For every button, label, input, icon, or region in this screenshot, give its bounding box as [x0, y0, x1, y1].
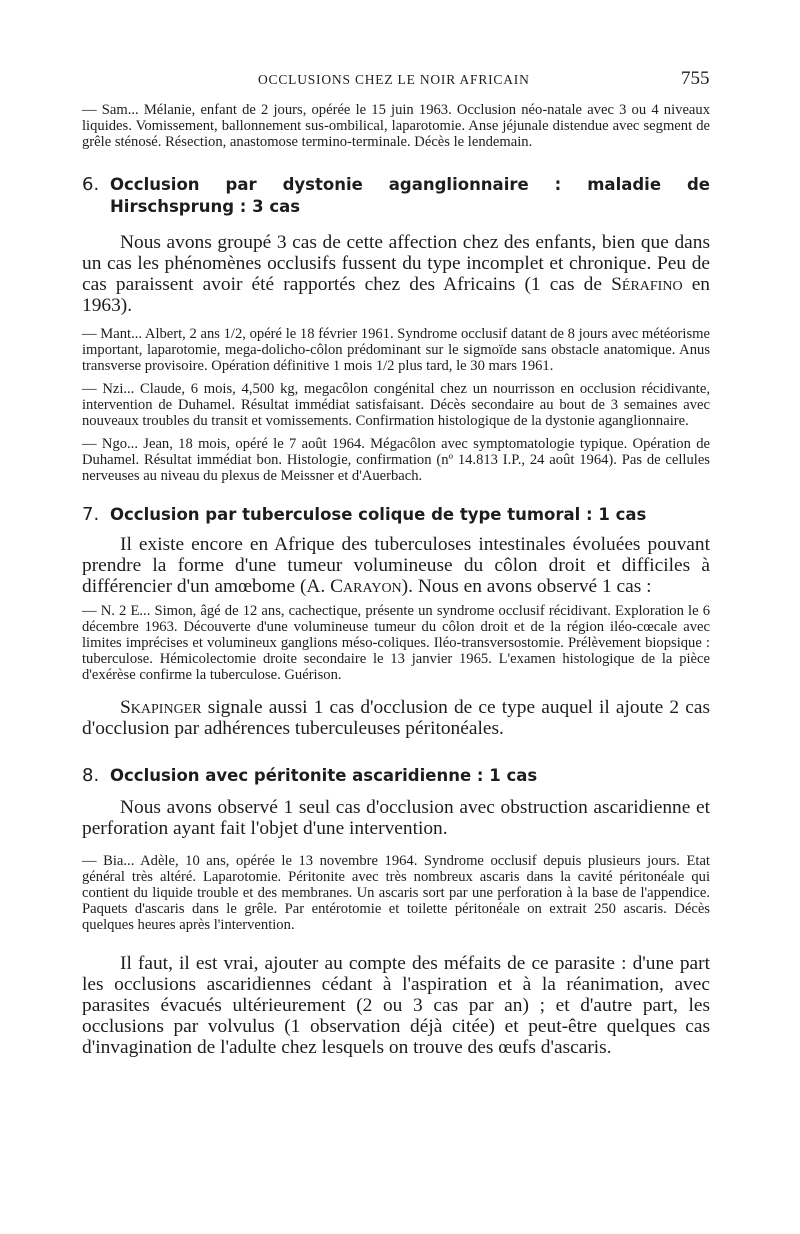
- cited-author: Carayon: [330, 576, 402, 597]
- paragraph-text: ). Nous en avons observé 1 cas :: [401, 576, 652, 597]
- paragraph-text: Il existe encore en Afrique des tuberculoses intestinales évoluées pouvant prendre la forme d'une tumeur volumineuse du côlon droit et difficiles à différencier d'un amœbome (A.: [82, 534, 710, 597]
- running-head: [0, 68, 800, 94]
- paragraph-text: signale aussi 1 cas d'occlusion de ce type auquel il ajoute 2 cas d'occlusion par adhérences tuberculeuses péritonéales.: [82, 697, 710, 739]
- case-report-sam: — Sam... Mélanie, enfant de 2 jours, opérée le 15 juin 1963. Occlusion néo-natale avec 3 ou 4 niveaux liquides. Vomissement, ballonnement sus-ombilical, laparotomie. Anse jéjunale distendue avec segment de grêle sténosé. Résection, anastomose termino-terminale. Décès le lendemain.: [82, 102, 710, 150]
- case-report-mant: — Mant... Albert, 2 ans 1/2, opéré le 18 février 1961. Syndrome occlusif datant de 8 jours avec météorisme important, laparotomie, mega-dolicho-côlon prédominant sur le sigmoïde sans obstacle anatomique. Anus transverse provisoire. Opération définitive 1 mois 1/2 plus tard, le 30 mars 1961.: [82, 326, 710, 374]
- section-title: Occlusion avec péritonite ascaridienne : 1 cas: [110, 766, 538, 785]
- section-title: Occlusion par dystonie aganglionnaire : maladie de Hirschsprung : 3 cas: [110, 175, 710, 216]
- running-title: OCCLUSIONS CHEZ LE NOIR AFRICAIN: [258, 72, 530, 87]
- case-report-ngo: — Ngo... Jean, 18 mois, opéré le 7 août 1964. Mégacôlon avec symptomatologie typique. Opération de Duhamel. Résultat immédiat bon. Histologie, confirmation (nº 14.813 I.P., 24 août 1964). Pas de cellules nerveuses au niveau du plexus de Meissner et d'Auerbach.: [82, 436, 710, 484]
- section-7-heading: [82, 504, 710, 526]
- cited-author: Sérafino: [611, 274, 683, 295]
- section-8-paragraph: Nous avons observé 1 seul cas d'occlusion avec obstruction ascaridienne et perforation ayant fait l'objet d'une intervention.: [82, 797, 710, 839]
- section-number: 8.: [82, 765, 100, 786]
- section-7-paragraph-2: [82, 697, 710, 739]
- cited-author: Skapinger: [120, 697, 202, 718]
- paragraph-text: en 1963).: [82, 274, 711, 316]
- section-number: 6.: [82, 174, 100, 195]
- page-number: 755: [681, 68, 710, 89]
- paragraph-text: Nous avons groupé 3 cas de cette affection chez des enfants, bien que dans un cas les phénomènes occlusifs fussent du type incomplet et chronique. Peu de cas paraissent avoir été rapportés chez des Africains (1 cas de: [82, 232, 710, 295]
- section-8-paragraph-2: Il faut, il est vrai, ajouter au compte des méfaits de ce parasite : d'une part les occlusions ascaridiennes cédant à l'aspiration et à la réanimation, avec parasites évacués ultérieurement (2 ou 3 cas par an) ; et d'autre part, les occlusions par volvulus (1 observation déjà citée) et peut-être quelques cas d'invagination de l'adulte chez lesquels on trouve des œufs d'ascaris.: [82, 953, 710, 1058]
- section-title: Occlusion par tuberculose colique de type tumoral : 1 cas: [110, 505, 647, 524]
- section-8-heading: [82, 765, 710, 787]
- section-6-paragraph: [82, 232, 710, 316]
- page-content: [82, 102, 710, 1058]
- case-report-nzi: — Nzi... Claude, 6 mois, 4,500 kg, megacôlon congénital chez un nourrisson en occlusion récidivante, intervention de Duhamel. Résultat immédiat satisfaisant. Décès secondaire au bout de 3 semaines avec nouveaux troubles du transit et vomissements. Confirmation histologique de la dystonie aganglionnaire.: [82, 381, 710, 429]
- section-7-paragraph: [82, 534, 710, 597]
- case-report-bia: — Bia... Adèle, 10 ans, opérée le 13 novembre 1964. Syndrome occlusif depuis plusieurs jours. Etat général très altéré. Laparotomie. Péritonite avec très nombreux ascaris dans la cavité péritonéale qui contient du liquide trouble et des membranes. Un ascaris sort par une perforation à la base de l'appendice. Paquets d'ascaris dans le grêle. Par entérotomie et toilette péritonéale on extrait 250 ascaris. Décès quelques heures après l'intervention.: [82, 853, 710, 933]
- case-report-simon: — N. 2 E... Simon, âgé de 12 ans, cachectique, présente un syndrome occlusif récidivant. Exploration le 6 décembre 1963. Découverte d'une volumineuse tumeur du côlon droit et de la région iléo-cœcale avec limites imprécises et volumineux ganglions méso-coliques. Iléo-transversostomie. Prélèvement biopsique : tuberculose. Hémicolectomie droite secondaire le 13 janvier 1965. L'examen histologique de la pièce d'exérèse confirme la tuberculose. Guérison.: [82, 603, 710, 683]
- section-6-heading: [82, 174, 710, 218]
- section-number: 7.: [82, 504, 100, 525]
